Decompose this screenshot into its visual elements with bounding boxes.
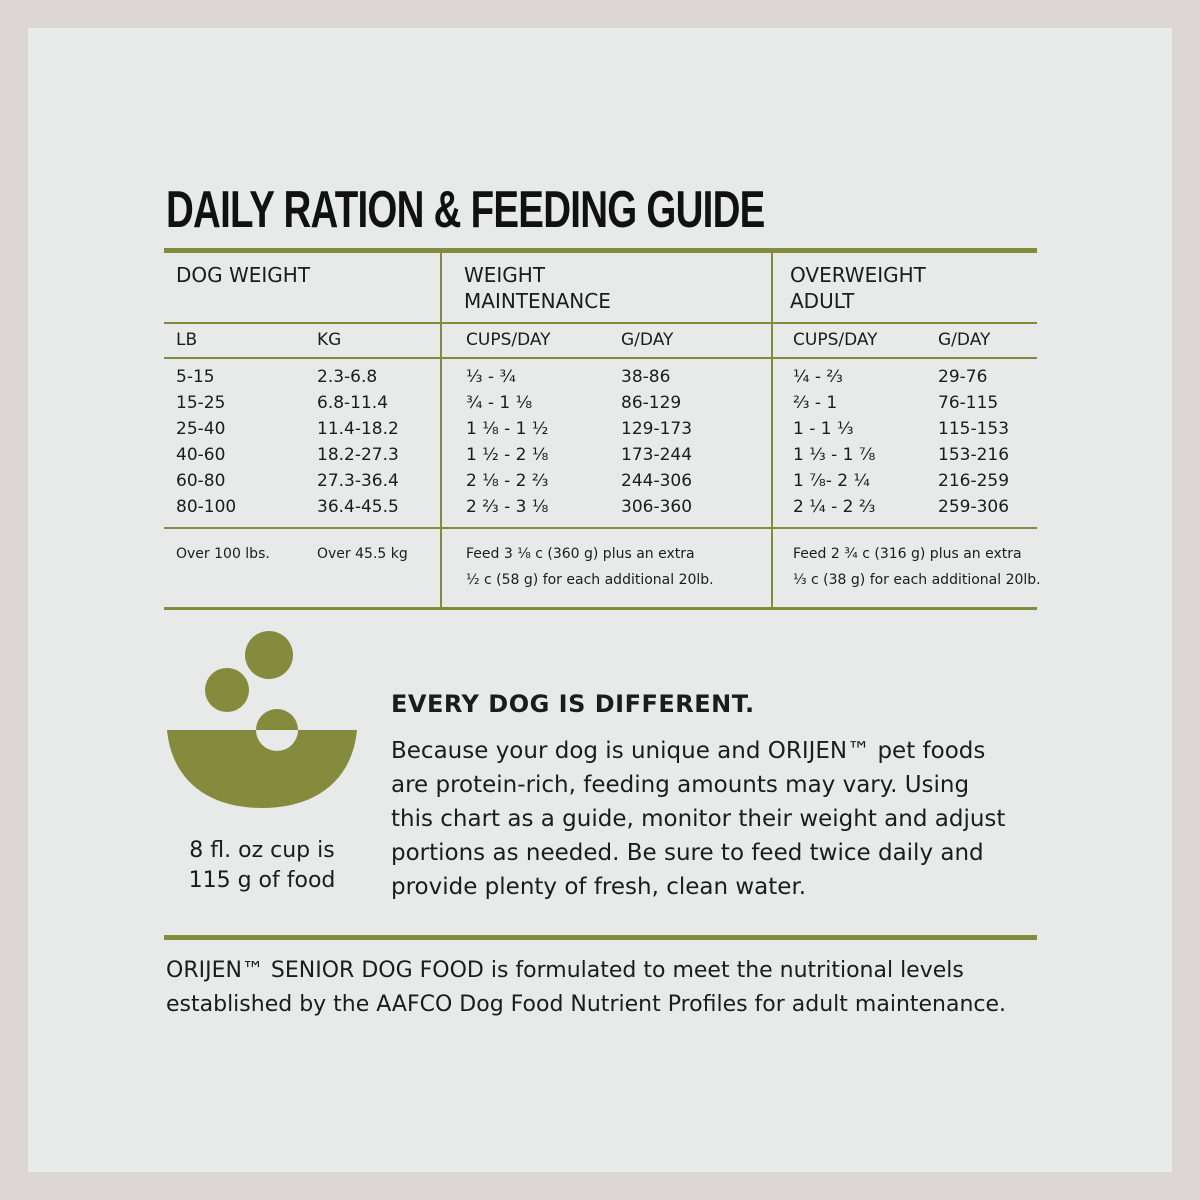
cell-maintenance-cups: ¾ - 1 ⅛ [466,393,533,413]
every-dog-body: Because your dog is unique and ORIJEN™ pet foods are protein-rich, feeding amounts may vary. Using this chart as a guide, monitor their weight and adjust portions as needed. Be sure to feed twice daily and provide plenty of fresh, clean water. [391,738,1006,900]
cell-overweight-grams: 76-115 [938,393,999,413]
cell-lb: 80-100 [176,497,237,517]
table-row [0,416,1200,442]
subheader-rule [164,322,1037,324]
cell-overweight-cups: ⅔ - 1 [793,393,838,413]
subheader-maintenance-cups: CUPS/DAY [466,330,551,350]
table-row [0,364,1200,390]
table-bottom-rule [164,607,1037,610]
cell-maintenance-cups: 1 ½ - 2 ⅛ [466,445,549,465]
aafco-footnote: ORIJEN™ SENIOR DOG FOOD is formulated to meet the nutritional levels established by the AAFCO Dog Food Nutrient Profiles for adult maintenance. [166,958,1007,1017]
table-row [0,390,1200,416]
cell-kg: 27.3-36.4 [317,471,399,491]
cell-maintenance-cups: ⅓ - ¾ [466,367,516,387]
cell-lb: 25-40 [176,419,226,439]
cell-maintenance-cups: 2 ⅔ - 3 ⅛ [466,497,549,517]
over-lb-cell: Over 100 lbs. [176,546,270,562]
footnote-rule [164,935,1037,940]
cell-kg: 11.4-18.2 [317,419,399,439]
group-header-dog-weight: DOG WEIGHT [176,263,311,287]
over-overweight-note: Feed 2 ¾ c (316 g) plus an extra ⅓ c (38 g) for each additional 20lb. [793,546,1041,588]
cell-overweight-grams: 29-76 [938,367,988,387]
cell-kg: 18.2-27.3 [317,445,399,465]
cup-note: 8 fl. oz cup is 115 g of food [188,838,336,893]
cell-overweight-cups: 1 ⅓ - 1 ⅞ [793,445,876,465]
subheader-lb: LB [176,330,198,350]
subheader-overweight-grams: G/DAY [938,330,991,350]
group-header-weight-maintenance: WEIGHT MAINTENANCE [464,263,611,313]
cell-lb: 5-15 [176,367,215,387]
over-rule [164,527,1037,529]
subheader-maintenance-grams: G/DAY [621,330,674,350]
table-top-rule [164,248,1037,253]
cell-overweight-grams: 216-259 [938,471,1010,491]
cell-overweight-cups: 1 ⅞- 2 ¼ [793,471,870,491]
cell-overweight-cups: 2 ¼ - 2 ⅔ [793,497,876,517]
cell-kg: 36.4-45.5 [317,497,399,517]
cell-overweight-grams: 259-306 [938,497,1010,517]
cell-lb: 15-25 [176,393,226,413]
table-row [0,442,1200,468]
group-header-overweight-adult: OVERWEIGHT ADULT [790,263,926,313]
cell-lb: 60-80 [176,471,226,491]
cell-maintenance-cups: 1 ⅛ - 1 ½ [466,419,549,439]
rows-rule [164,357,1037,359]
cell-kg: 2.3-6.8 [317,367,378,387]
cell-maintenance-grams: 244-306 [621,471,693,491]
cell-maintenance-grams: 38-86 [621,367,671,387]
cell-maintenance-grams: 86-129 [621,393,682,413]
cell-overweight-grams: 115-153 [938,419,1010,439]
page-title: DAILY RATION & FEEDING GUIDE [166,181,765,239]
table-row [0,494,1200,520]
cell-overweight-grams: 153-216 [938,445,1010,465]
cell-lb: 40-60 [176,445,226,465]
over-maintenance-note: Feed 3 ⅛ c (360 g) plus an extra ½ c (58 g) for each additional 20lb. [466,546,714,588]
cell-maintenance-cups: 2 ⅛ - 2 ⅔ [466,471,549,491]
cell-overweight-cups: ¼ - ⅔ [793,367,843,387]
cell-kg: 6.8-11.4 [317,393,389,413]
cell-maintenance-grams: 306-360 [621,497,693,517]
bowl-with-kibble-icon [166,630,360,826]
subheader-kg: KG [317,330,342,350]
subheader-overweight-cups: CUPS/DAY [793,330,878,350]
cell-maintenance-grams: 173-244 [621,445,693,465]
cell-overweight-cups: 1 - 1 ⅓ [793,419,854,439]
table-row [0,468,1200,494]
cell-maintenance-grams: 129-173 [621,419,693,439]
every-dog-heading: EVERY DOG IS DIFFERENT. [391,690,755,718]
over-kg-cell: Over 45.5 kg [317,546,408,562]
